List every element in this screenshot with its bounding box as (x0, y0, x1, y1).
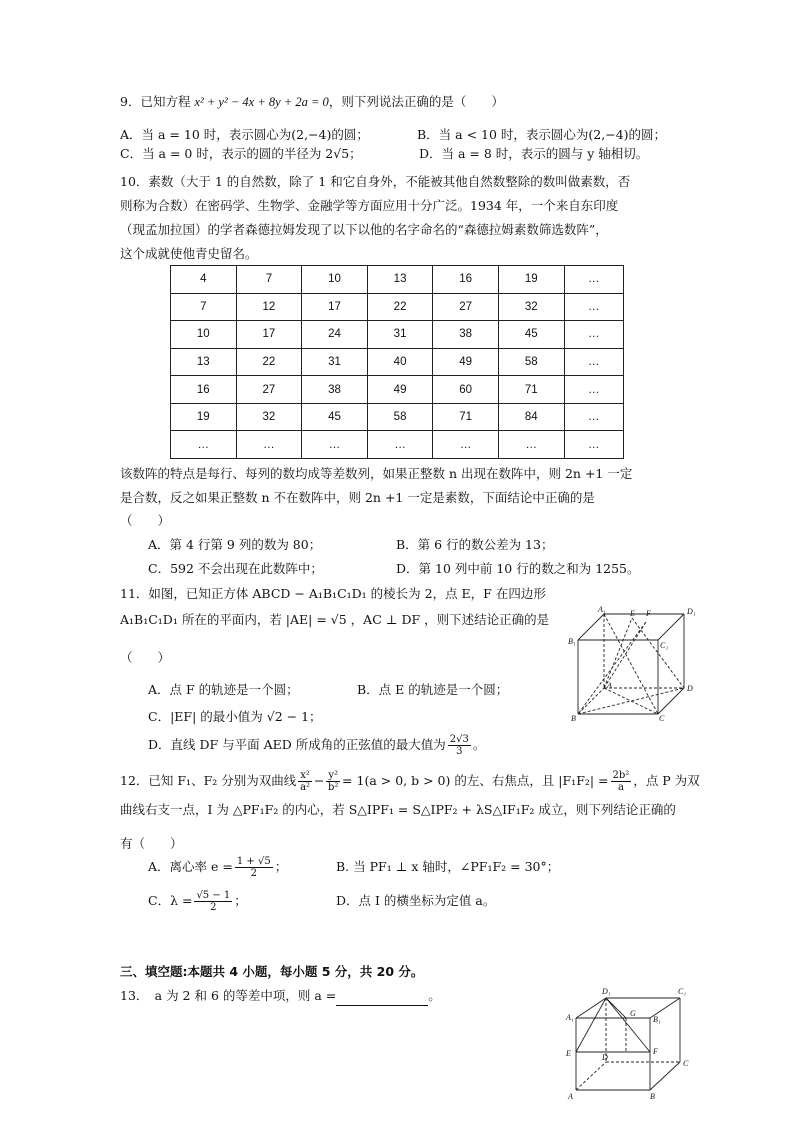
q11-option-d: D．直线 DF 与平面 AED 所成角的正弦值的最大值为 $\frac{2√3}{3}$ 。 (148, 734, 486, 757)
table-cell: 17 (236, 321, 302, 349)
q12-frac-lambda: $\frac{√5 - 1}{2}$ (196, 890, 231, 913)
table-cell: 22 (367, 293, 433, 321)
q13-cube-figure (562, 986, 694, 1102)
q10-paren: （ ） (120, 513, 171, 528)
q9-option-d: D．当 a = 8 时，表示的圆与 y 轴相切。 (419, 146, 649, 161)
table-cell: 31 (302, 348, 368, 376)
sundaram-sieve-table (170, 265, 624, 459)
table-cell: 71 (433, 403, 499, 431)
table-cell: … (367, 431, 433, 459)
cube2-label-b: B (650, 1092, 655, 1101)
table-cell: 58 (498, 348, 564, 376)
table-cell: 27 (236, 376, 302, 404)
q12-line-1: 12．已知 F₁、F₂ 分别为双曲线 $\frac{\text{x²}}{\text{a²}}$ − $\frac{\text{y²}}{\text{b²}}$ = 1(a > 0, b > 0) 的左、右焦点，且 |F₁F₂| = $\frac{\text{2b²}}{a}$ ，点 P 为双 (120, 770, 700, 793)
table-cell: … (498, 431, 564, 459)
table-cell: … (433, 431, 499, 459)
q10-option-d: D．第 10 列中前 10 行的数之和为 1255。 (396, 561, 640, 576)
q9-option-b: B．当 a < 10 时，表示圆心为(2,−4)的圆； (417, 127, 667, 142)
table-row (171, 403, 624, 431)
table-row (171, 266, 624, 294)
table-cell: 17 (302, 293, 368, 321)
table-cell: 45 (302, 403, 368, 431)
cube2-label-c1: C₁ (678, 987, 687, 996)
table-row (171, 376, 624, 404)
q12-frac-e: $\frac{1 + √5}{2}$ (236, 856, 271, 879)
table-cell: 38 (433, 321, 499, 349)
q12-frac-b: $\frac{\text{2b²}}{a}$ (612, 770, 630, 793)
cube-label-a1: A₁ (598, 605, 606, 614)
q12-option-c: C．λ = $\frac{√5 - 1}{2}$ ； (148, 890, 247, 913)
cube-label-b1: B₁ (568, 637, 576, 646)
cube-label-c: C (659, 714, 665, 722)
table-cell: 60 (433, 376, 499, 404)
table-cell: … (564, 321, 623, 349)
q12-frac-y: $\frac{\text{y²}}{\text{b²}}$ (328, 770, 339, 793)
table-cell: 27 (433, 293, 499, 321)
q10-line-3: （现孟加拉国）的学者森德拉姆发现了以下以他的名字命名的“森德拉姆素数筛选数阵”， (120, 222, 608, 237)
table-cell: 32 (498, 293, 564, 321)
table-cell: 7 (171, 293, 237, 321)
table-cell: 49 (433, 348, 499, 376)
q10-after-1: 该数阵的特点是每行、每列的数均成等差数列，如果正整数 n 出现在数阵中，则 2n +1 一定 (120, 466, 633, 481)
q9-option-a: A．当 a = 10 时，表示圆心为(2,−4)的圆； (120, 127, 369, 142)
table-cell: … (564, 403, 623, 431)
cube2-label-a1: A₁ (566, 1013, 574, 1022)
q11-paren: （ ） (120, 650, 171, 665)
table-row (171, 431, 624, 459)
q9-option-c: C．当 a = 0 时，表示的圆的半径为 2√5； (120, 146, 362, 161)
q10-after-2: 是合数，反之如果正整数 n 不在数阵中，则 2n +1 一定是素数，下面结论中正确的是 (120, 490, 595, 505)
table-cell: … (564, 266, 623, 294)
cube2-label-e: E (566, 1049, 571, 1058)
q11-fraction: $\frac{2√3}{3}$ (449, 734, 469, 757)
table-cell: 13 (171, 348, 237, 376)
cube2-label-a: A (568, 1092, 573, 1101)
cube2-label-d1: D₁ (602, 987, 611, 996)
q12-option-a: A．离心率 e = $\frac{1 + √5}{2}$ ； (148, 856, 288, 879)
q10-line-4: 这个成就使他青史留名。 (120, 246, 258, 261)
q10-line-1: 10．素数（大于 1 的自然数，除了 1 和它自身外，不能被其他自然数整除的数叫做素数，否 (120, 174, 631, 189)
table-cell: 84 (498, 403, 564, 431)
table-row (171, 321, 624, 349)
q10-option-a: A．第 4 行第 9 列的数为 80； (148, 537, 322, 552)
cube2-label-f: F (653, 1047, 658, 1056)
table-cell: 16 (433, 266, 499, 294)
table-cell: 40 (367, 348, 433, 376)
q11-cube-figure (566, 604, 706, 722)
table-cell: 24 (302, 321, 368, 349)
q12-option-d: D．点 I 的横坐标为定值 a。 (336, 893, 496, 908)
q11-line-2: A₁B₁C₁D₁ 所在的平面内，若 |AE| = √5 ，AC ⊥ DF ，则下述结论正确的是 (120, 612, 550, 627)
q9-stem: 9．已知方程 x² + y² − 4x + 8y + 2a = 0，则下列说法正确的是（ ） (120, 94, 504, 109)
q12-line-3: 有（ ） (120, 836, 183, 851)
q11-option-a: A．点 F 的轨迹是一个圆； (148, 682, 299, 697)
table-cell: 7 (236, 266, 302, 294)
table-cell: 16 (171, 376, 237, 404)
table-cell: 12 (236, 293, 302, 321)
table-cell: … (171, 431, 237, 459)
table-row (171, 293, 624, 321)
table-cell: … (564, 348, 623, 376)
q11-line-1: 11．如图，已知正方体 ABCD − A₁B₁C₁D₁ 的棱长为 2，点 E，F 在四边形 (120, 586, 546, 601)
q10-option-b: B．第 6 行的数公差为 13； (396, 537, 554, 552)
table-cell: 49 (367, 376, 433, 404)
table-cell: 58 (367, 403, 433, 431)
table-cell: 31 (367, 321, 433, 349)
table-cell: … (564, 293, 623, 321)
cube2-label-g: G (630, 1009, 636, 1018)
q13-line: 13． a 为 2 和 6 的等差中项，则 a = 。 (120, 986, 441, 1006)
q12-frac-x: $\frac{\text{x²}}{\text{a²}}$ (300, 770, 311, 793)
table-cell: 45 (498, 321, 564, 349)
cube-label-d: D (687, 684, 693, 693)
cube2-label-c: C (683, 1059, 689, 1068)
q12-line-2: 曲线右支一点，I 为 △PF₁F₂ 的内心，若 S△IPF₁ = S△IPF₂ + λS△IF₁F₂ 成立，则下列结论正确的 (120, 802, 676, 817)
q10-line-2: 则称为合数）在密码学、生物学、金融学等方面应用十分广泛。1934 年，一个来自东印度 (120, 198, 619, 213)
section-3-heading: 三、填空题:本题共 4 小题，每小题 5 分，共 20 分。 (120, 964, 424, 979)
table-cell: 4 (171, 266, 237, 294)
table-cell: 10 (171, 321, 237, 349)
table-cell: 19 (498, 266, 564, 294)
table-cell: 10 (302, 266, 368, 294)
cube-label-c1: C₁ (660, 641, 669, 650)
q12-option-b: B. 当 PF₁ ⊥ x 轴时，∠PF₁F₂ = 30°； (336, 859, 560, 874)
q11-option-c: C．|EF| 的最小值为 √2 − 1； (148, 709, 322, 724)
cube-label-d1: D₁ (687, 607, 696, 616)
table-cell: 22 (236, 348, 302, 376)
table-cell: … (236, 431, 302, 459)
q13-answer-blank[interactable] (336, 991, 428, 1006)
table-cell: 13 (367, 266, 433, 294)
table-cell: … (564, 376, 623, 404)
table-cell: … (564, 431, 623, 459)
q11-option-b: B．点 E 的轨迹是一个圆； (357, 682, 509, 697)
table-cell: … (302, 431, 368, 459)
table-cell: 38 (302, 376, 368, 404)
cube2-label-b1: B₁ (653, 1015, 661, 1024)
table-cell: 19 (171, 403, 237, 431)
table-row (171, 348, 624, 376)
table-cell: 71 (498, 376, 564, 404)
cube-label-a: A (607, 681, 612, 690)
cube-label-b: B (571, 714, 576, 722)
cube-label-f: F (646, 609, 651, 618)
cube-label-e: E (630, 609, 635, 618)
cube2-label-d: D (602, 1053, 608, 1062)
table-cell: 32 (236, 403, 302, 431)
q10-option-c: C．592 不会出现在此数阵中； (148, 561, 323, 576)
